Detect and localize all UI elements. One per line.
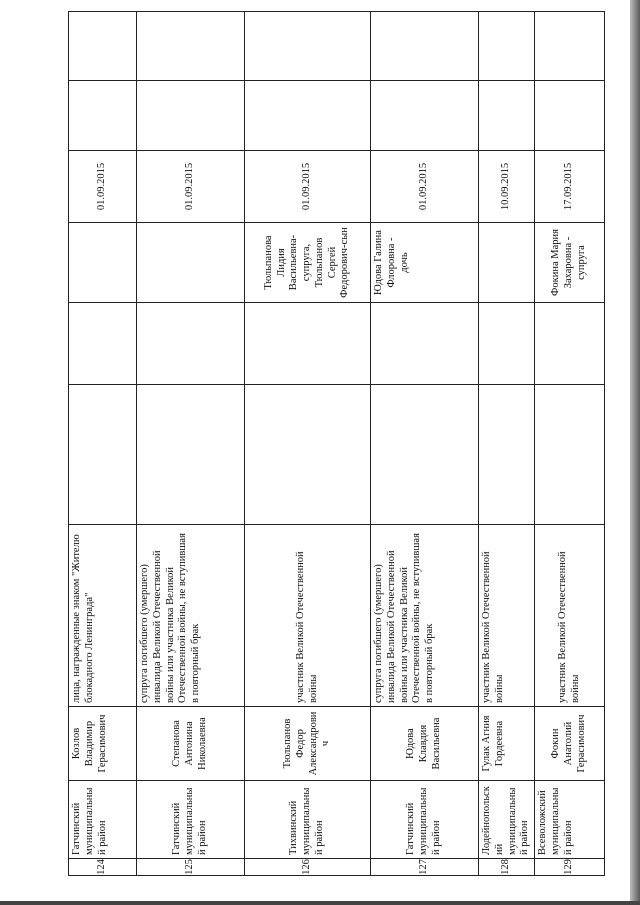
row-number: 128: [479, 859, 535, 876]
empty-cell: [535, 12, 605, 81]
district-cell: Гатчинский муниципальный район: [137, 781, 245, 859]
empty-cell: [69, 81, 137, 151]
empty-cell: [535, 81, 605, 151]
date-cell: 01.09.2015: [137, 151, 245, 223]
empty-cell: [479, 12, 535, 81]
name-cell: Козлов Владимир Герасимович: [69, 707, 137, 781]
district-cell: Гатчинский муниципальный район: [371, 781, 479, 859]
empty-cell: [137, 81, 245, 151]
table-row: [245, 12, 371, 876]
table-row: [479, 12, 535, 876]
district-cell: Лодейнопольский муниципальный район: [479, 781, 535, 859]
family-cell: Юдова Галина Флоровна - дочь: [371, 223, 479, 303]
empty-cell: [479, 303, 535, 385]
family-cell: [137, 223, 245, 303]
empty-cell: [479, 81, 535, 151]
empty-cell: [245, 81, 371, 151]
scan-bottom-edge: [0, 901, 640, 905]
category-cell: участник Великой Отечественной войны: [245, 525, 371, 707]
district-cell: Гатчинский муниципальный район: [69, 781, 137, 859]
date-cell: 01.09.2015: [371, 151, 479, 223]
empty-cell: [371, 12, 479, 81]
category-cell: участник Великой Отечественной войны: [479, 525, 535, 707]
name-cell: Степанова Антонина Николаевна: [137, 707, 245, 781]
family-cell: Тюльпанова Лидия Васильевна- супруга, Тюльпанов Сергей Федорович-сын: [245, 223, 371, 303]
family-cell: Фокина Мария Захаровна - супруга: [535, 223, 605, 303]
empty-cell: [69, 385, 137, 525]
row-number: 125: [137, 859, 245, 876]
category-cell: супруга погибшего (умершего) инвалида Великой Отечественной войны или участника Великой Отечественной войны, не вступившая в повторный брак: [371, 525, 479, 707]
table-row: [137, 12, 245, 876]
empty-cell: [371, 385, 479, 525]
empty-cell: [245, 303, 371, 385]
rotated-document-page: [68, 12, 634, 876]
date-cell: 10.09.2015: [479, 151, 535, 223]
empty-cell: [479, 385, 535, 525]
empty-cell: [535, 385, 605, 525]
district-cell: Всеволожский муниципальный район: [535, 781, 605, 859]
name-cell: Гулак Агния Гордеевна: [479, 707, 535, 781]
date-cell: 01.09.2015: [245, 151, 371, 223]
beneficiary-register-table: [68, 11, 605, 876]
name-cell: Фокин Анатолий Герасимович: [535, 707, 605, 781]
family-cell: [69, 223, 137, 303]
family-cell: [479, 223, 535, 303]
table-row: [371, 12, 479, 876]
empty-cell: [371, 303, 479, 385]
empty-cell: [245, 385, 371, 525]
name-cell: Тюльпанов Федор Александрович: [245, 707, 371, 781]
table-row: [69, 12, 137, 876]
table-row: [535, 12, 605, 876]
row-number: 129: [535, 859, 605, 876]
category-cell: участник Великой Отечественной войны: [535, 525, 605, 707]
name-cell: Юдова Клавдия Васильевна: [371, 707, 479, 781]
empty-cell: [245, 12, 371, 81]
row-number: 127: [371, 859, 479, 876]
empty-cell: [137, 303, 245, 385]
empty-cell: [137, 12, 245, 81]
empty-cell: [371, 81, 479, 151]
empty-cell: [69, 303, 137, 385]
row-number: 126: [245, 859, 371, 876]
row-number: 124: [69, 859, 137, 876]
date-cell: 01.09.2015: [69, 151, 137, 223]
district-cell: Тихвинский муниципальный район: [245, 781, 371, 859]
category-cell: лица, награжденные знаком "Жителю блокадного Ленинграда": [69, 525, 137, 707]
date-cell: 17.09.2015: [535, 151, 605, 223]
empty-cell: [535, 303, 605, 385]
empty-cell: [69, 12, 137, 81]
empty-cell: [137, 385, 245, 525]
category-cell: супруга погибшего (умершего) инвалида Великой Отечественной войны или участника Великой Отечественной войны, не вступившая в повторный брак: [137, 525, 245, 707]
